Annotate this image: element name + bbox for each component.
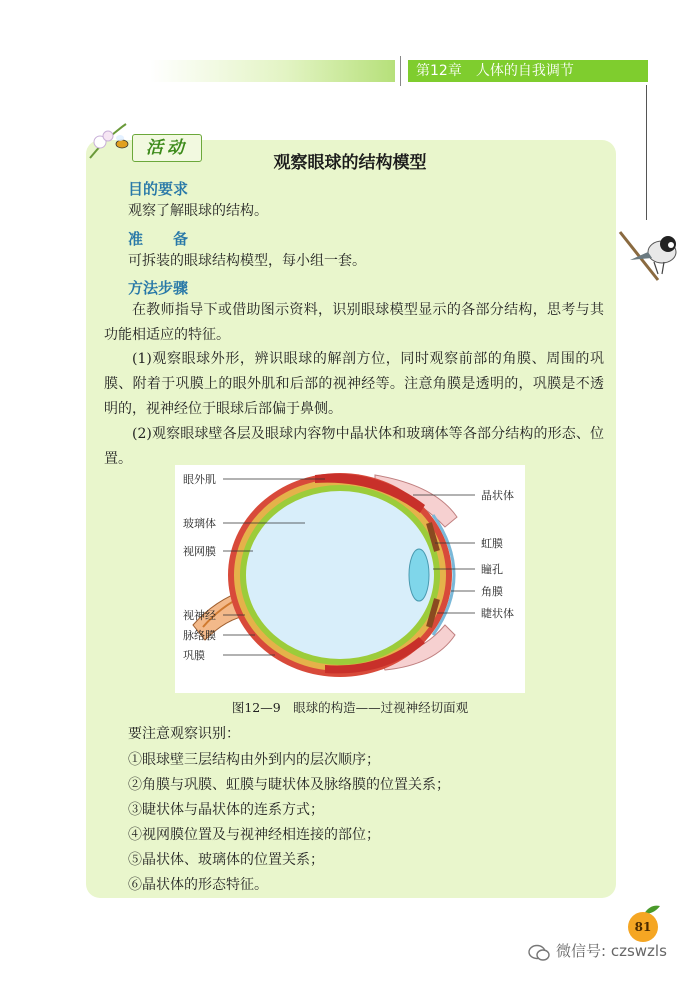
step-1: (1)观察眼球外形，辨识眼球的解剖方位，同时观察前部的角膜、周围的巩膜、附着于巩膜上的眼外肌和后部的视神经等。注意角膜是透明的，巩膜是不透明的，视神经位于眼球后部偏于鼻侧。 [104, 351, 604, 417]
label-iris: 虹膜 [481, 537, 503, 550]
label-lens: 晶状体 [481, 489, 514, 502]
observe-item-4: ④视网膜位置及与视神经相连接的部位； [128, 827, 380, 843]
flower-bee-icon [86, 118, 138, 162]
prep-text: 可拆装的眼球结构模型，每小组一套。 [128, 253, 366, 269]
label-choroid: 脉络膜 [183, 629, 216, 642]
label-ciliary-body: 睫状体 [481, 607, 514, 620]
label-extraocular-muscle: 眼外肌 [183, 473, 216, 486]
activity-badge: 活动 [132, 134, 202, 162]
wechat-icon [528, 944, 550, 962]
watermark-text: 微信号: czswzls [556, 942, 667, 960]
prep-heading: 准 备 [128, 230, 189, 248]
observe-item-1: ①眼球壁三层结构由外到内的层次顺序； [128, 752, 380, 768]
observe-item-3: ③睫状体与晶状体的连系方式； [128, 802, 324, 818]
label-pupil: 瞳孔 [481, 563, 503, 576]
chapter-title: 第12章 人体的自我调节 [408, 60, 648, 82]
bird-illustration [618, 222, 678, 284]
observe-item-5: ⑤晶状体、玻璃体的位置关系； [128, 852, 324, 868]
step-2: (2)观察眼球壁各层及眼球内容物中晶状体和玻璃体等各部分结构的形态、位置。 [104, 426, 604, 467]
observe-intro: 要注意观察识别： [128, 726, 240, 742]
figure-caption: 图12—9 眼球的构造——过视神经切面观 [231, 700, 469, 715]
activity-title: 观察眼球的结构模型 [273, 153, 427, 173]
observe-item-6: ⑥晶状体的形态特征。 [128, 877, 268, 893]
label-cornea: 角膜 [481, 585, 503, 598]
aim-heading: 目的要求 [128, 180, 189, 198]
margin-line [646, 85, 647, 220]
label-retina: 视网膜 [183, 545, 216, 558]
method-heading: 方法步骤 [128, 279, 189, 297]
eye-diagram [175, 465, 525, 693]
aim-text: 观察了解眼球的结构。 [128, 203, 268, 219]
label-vitreous: 玻璃体 [183, 517, 216, 530]
method-intro: 在教师指导下或借助图示资料，识别眼球模型显示的各部分结构，思考与其功能相适应的特征。 [104, 302, 604, 343]
header-divider [400, 56, 401, 86]
eye-diagram-figure [175, 465, 525, 693]
observe-item-2: ②角膜与巩膜、虹膜与睫状体及脉络膜的位置关系； [128, 777, 450, 793]
header-gradient-band [150, 60, 395, 82]
label-sclera: 巩膜 [183, 649, 205, 662]
label-optic-nerve: 视神经 [183, 609, 216, 622]
page-number: 81 [628, 912, 658, 942]
